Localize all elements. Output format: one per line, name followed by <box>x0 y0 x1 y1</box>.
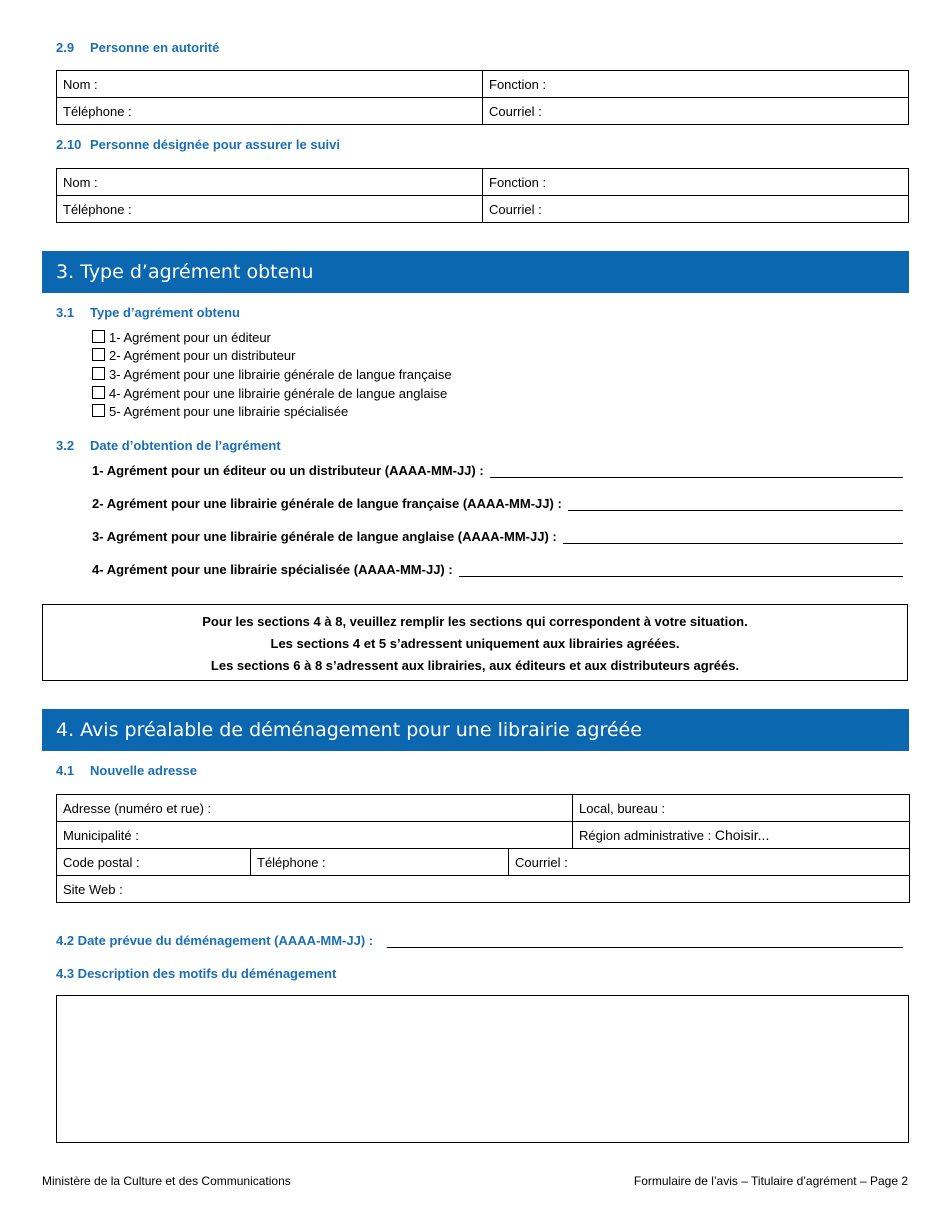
date-editeur-input[interactable] <box>490 465 903 478</box>
section-2-10-heading: 2.10 Personne désignée pour assurer le suivi <box>56 137 340 152</box>
sections-notice-box <box>42 604 908 681</box>
moving-date-row[interactable]: 4.2 Date prévue du déménagement (AAAA-MM-JJ) : <box>56 933 903 948</box>
date-librairie-anglaise-row[interactable]: 3- Agrément pour une librairie générale de langue anglaise (AAAA-MM-JJ) : <box>92 529 903 544</box>
authority-phone-field[interactable]: Téléphone : <box>57 98 483 125</box>
section-3-1-heading: 3.1 Type d’agrément obtenu <box>56 305 240 320</box>
municipality-field[interactable]: Municipalité : <box>57 822 573 849</box>
website-field[interactable]: Site Web : <box>57 876 910 903</box>
followup-name-field[interactable]: Nom : <box>57 169 483 196</box>
footer-ministry: Ministère de la Culture et des Communications <box>42 1174 291 1188</box>
date-librairie-specialisee-input[interactable] <box>459 564 903 577</box>
moving-date-input[interactable] <box>387 935 903 948</box>
option-librairie-francaise[interactable]: 3- Agrément pour une librairie générale de langue française <box>92 366 452 384</box>
notice-line: Les sections 4 et 5 s’adressent uniquement aux librairies agréées. <box>270 636 680 651</box>
region-select[interactable]: Choisir... <box>714 827 770 843</box>
new-address-table <box>56 794 910 903</box>
date-librairie-francaise-input[interactable] <box>568 498 903 511</box>
local-field[interactable]: Local, bureau : <box>573 795 910 822</box>
notice-line: Pour les sections 4 à 8, veuillez remplir les sections qui correspondent à votre situation. <box>202 614 748 629</box>
person-authority-table <box>56 70 909 125</box>
email-field[interactable]: Courriel : <box>509 849 910 876</box>
authority-name-field[interactable]: Nom : <box>57 71 483 98</box>
option-librairie-anglaise[interactable]: 4- Agrément pour une librairie générale de langue anglaise <box>92 385 447 403</box>
checkbox[interactable] <box>92 367 105 380</box>
followup-function-field[interactable]: Fonction : <box>483 169 909 196</box>
authority-email-field[interactable]: Courriel : <box>483 98 909 125</box>
option-librairie-specialisee[interactable]: 5- Agrément pour une librairie spécialisée <box>92 403 348 421</box>
footer-page-info: Formulaire de l’avis – Titulaire d’agrément – Page 2 <box>633 1174 908 1188</box>
checkbox[interactable] <box>92 386 105 399</box>
date-editeur-row[interactable]: 1- Agrément pour un éditeur ou un distributeur (AAAA-MM-JJ) : <box>92 463 903 478</box>
checkbox[interactable] <box>92 330 105 343</box>
followup-phone-field[interactable]: Téléphone : <box>57 196 483 223</box>
section-3-banner: 3. Type d’agrément obtenu <box>42 251 909 293</box>
followup-email-field[interactable]: Courriel : <box>483 196 909 223</box>
checkbox[interactable] <box>92 404 105 417</box>
date-librairie-anglaise-input[interactable] <box>563 531 903 544</box>
notice-line: Les sections 6 à 8 s’adressent aux librairies, aux éditeurs et aux distributeurs agréés. <box>210 658 740 673</box>
phone-field[interactable]: Téléphone : <box>251 849 509 876</box>
section-3-2-heading: 3.2 Date d’obtention de l’agrément <box>56 438 281 453</box>
address-field[interactable]: Adresse (numéro et rue) : <box>57 795 573 822</box>
date-librairie-specialisee-row[interactable]: 4- Agrément pour une librairie spécialisée (AAAA-MM-JJ) : <box>92 562 903 577</box>
section-4-banner: 4. Avis préalable de déménagement pour une librairie agréée <box>42 709 909 751</box>
section-4-1-heading: 4.1 Nouvelle adresse <box>56 763 197 778</box>
authority-function-field[interactable]: Fonction : <box>483 71 909 98</box>
moving-reasons-textarea[interactable] <box>56 995 909 1143</box>
option-distributeur[interactable]: 2- Agrément pour un distributeur <box>92 347 295 365</box>
section-4-3-heading: 4.3 Description des motifs du déménagement <box>56 966 337 981</box>
section-2-9-heading: 2.9 Personne en autorité <box>56 40 220 55</box>
checkbox[interactable] <box>92 348 105 361</box>
option-editeur[interactable]: 1- Agrément pour un éditeur <box>92 329 271 347</box>
person-followup-table <box>56 168 909 223</box>
postal-code-field[interactable]: Code postal : <box>57 849 251 876</box>
date-librairie-francaise-row[interactable]: 2- Agrément pour une librairie générale de langue française (AAAA-MM-JJ) : <box>92 496 903 511</box>
region-field[interactable]: Région administrative : Choisir... <box>573 822 910 849</box>
